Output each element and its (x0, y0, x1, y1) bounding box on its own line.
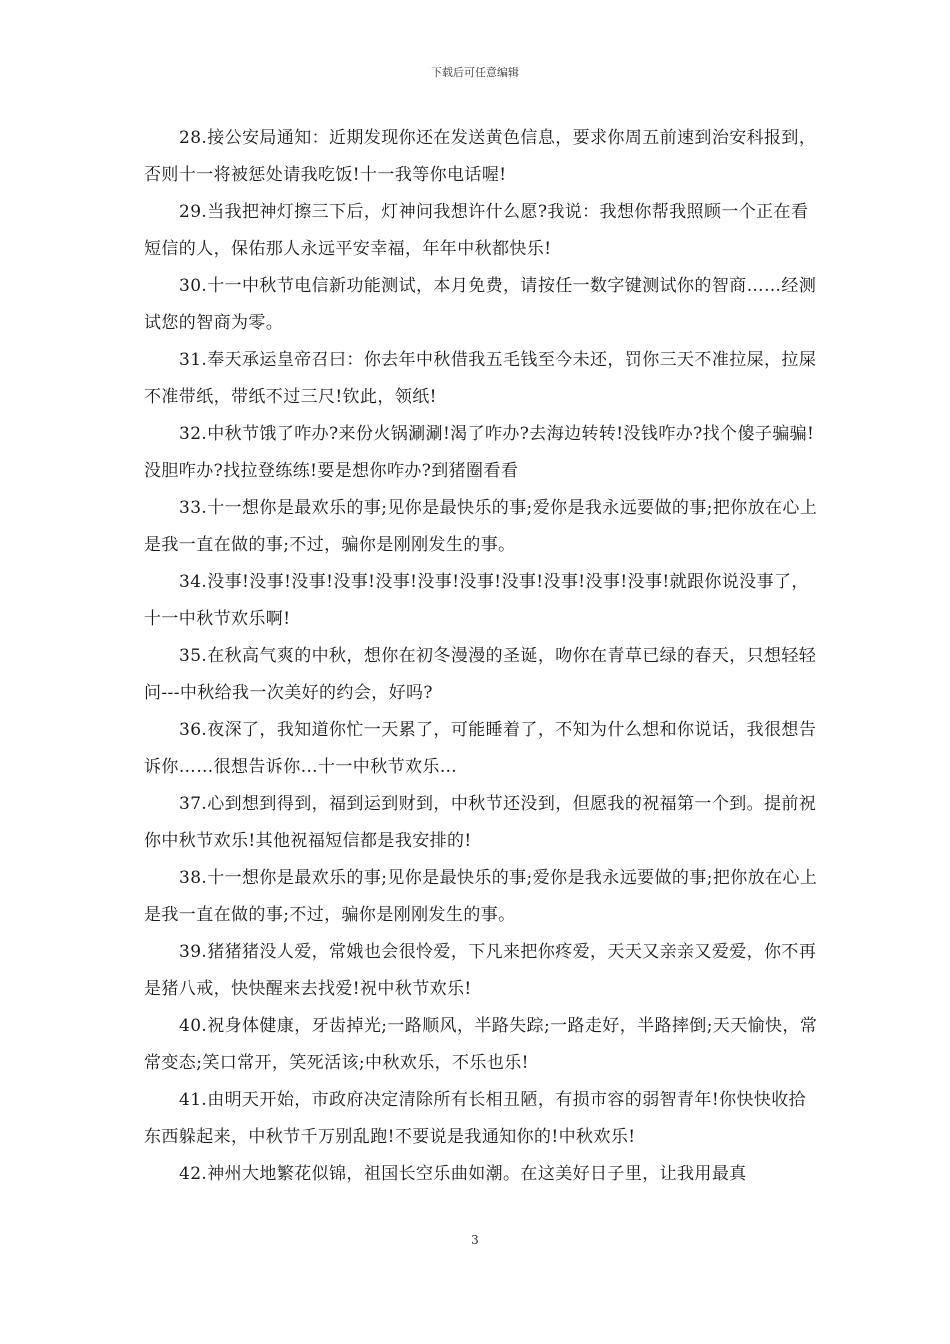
paragraph-36: 36.夜深了，我知道你忙一天累了，可能睡着了，不知为什么想和你说话，我很想告诉你……很想告诉你…十一中秋节欢乐… (144, 720, 817, 777)
document-body (144, 120, 820, 1193)
page-header: 下载后可任意编辑 (431, 66, 519, 79)
paragraph-42: 42.神州大地繁花似锦，祖国长空乐曲如潮。在这美好日子里，让我用最真 (179, 1164, 747, 1184)
paragraph-39: 39.猪猪猪没人爱，常娥也会很怜爱，下凡来把你疼爱，天天又亲亲又爱爱，你不再是猪八戒，快快醒来去找爱!祝中秋节欢乐! (144, 942, 817, 999)
paragraph-33: 33.十一想你是最欢乐的事;见你是最快乐的事;爱你是我永远要做的事;把你放在心上是我一直在做的事;不过，骗你是刚刚发生的事。 (144, 498, 818, 555)
page-number: 3 (471, 1233, 479, 1247)
paragraph-40: 40.祝身体健康，牙齿掉光;一路顺风，半路失踪;一路走好，半路摔倒;天天愉快，常常变态;笑口常开，笑死活该;中秋欢乐，不乐也乐! (144, 1016, 818, 1073)
paragraph-31: 31.奉天承运皇帝召曰：你去年中秋借我五毛钱至今未还，罚你三天不准拉屎，拉屎不准带纸，带纸不过三尺!钦此，领纸! (144, 350, 817, 407)
paragraph-29: 29.当我把神灯擦三下后，灯神问我想许什么愿?我说：我想你帮我照顾一个正在看短信的人，保佑那人永远平安幸福，年年中秋都快乐! (144, 202, 809, 259)
paragraph-32: 32.中秋节饿了咋办?来份火锅涮涮!渴了咋办?去海边转转!没钱咋办?找个傻子骗骗!没胆咋办?找拉登练练!要是想你咋办?到猪圈看看 (144, 424, 815, 481)
paragraph-37: 37.心到想到得到，福到运到财到，中秋节还没到，但愿我的祝福第一个到。提前祝你中秋节欢乐!其他祝福短信都是我安排的! (144, 794, 817, 851)
paragraph-35: 35.在秋高气爽的中秋，想你在初冬漫漫的圣诞，吻你在青草已绿的春天，只想轻轻问---中秋给我一次美好的约会，好吗? (144, 646, 817, 703)
paragraph-28: 28.接公安局通知：近期发现你还在发送黄色信息，要求你周五前速到治安科报到，否则十一将被惩处请我吃饭!十一我等你电话喔! (144, 128, 817, 185)
paragraph-38: 38.十一想你是最欢乐的事;见你是最快乐的事;爱你是我永远要做的事;把你放在心上是我一直在做的事;不过，骗你是刚刚发生的事。 (144, 868, 818, 925)
paragraph-34: 34.没事!没事!没事!没事!没事!没事!没事!没事!没事!没事!没事!就跟你说没事了，十一中秋节欢乐啊! (144, 572, 809, 629)
paragraph-30: 30.十一中秋节电信新功能测试，本月免费，请按任一数字键测试你的智商……经测试您的智商为零。 (144, 276, 817, 333)
paragraph-41: 41.由明天开始，市政府决定清除所有长相丑陋，有损市容的弱智青年!你快快收拾东西躲起来，中秋节千万别乱跑!不要说是我通知你的!中秋欢乐! (144, 1090, 807, 1147)
